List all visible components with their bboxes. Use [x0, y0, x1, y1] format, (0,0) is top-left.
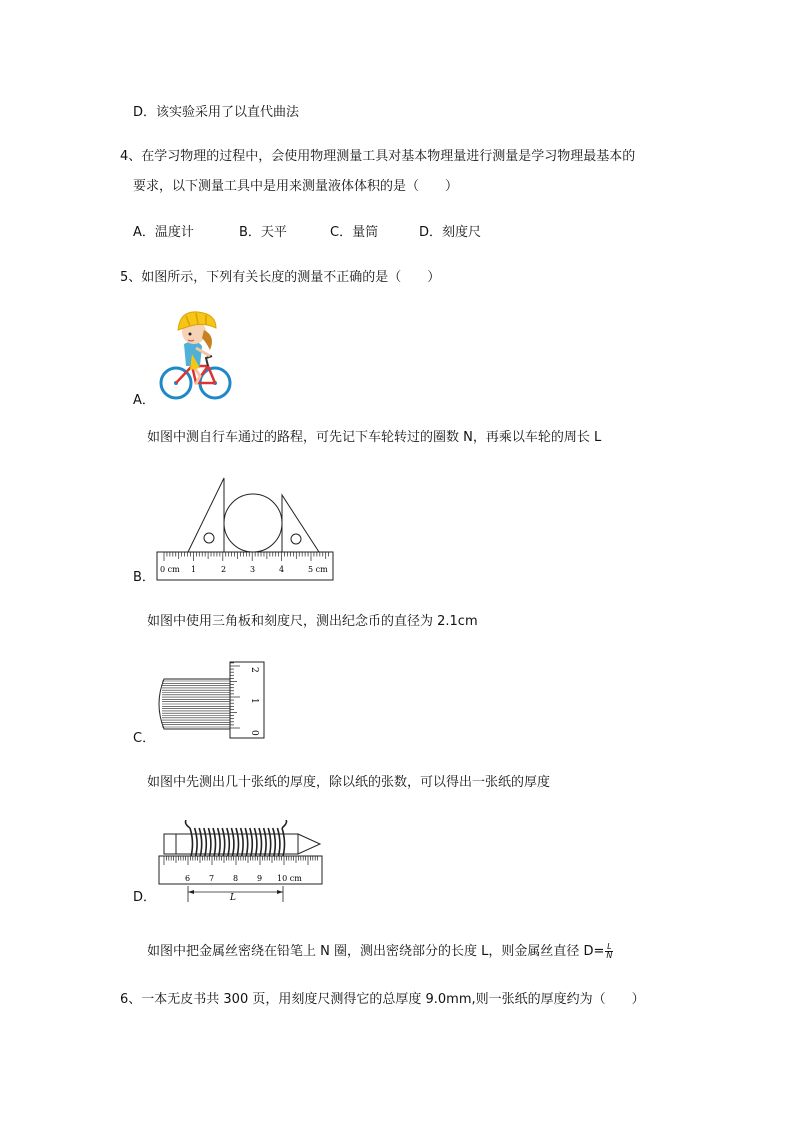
- length-l-label: L: [230, 893, 236, 903]
- q5-option-d-text-line: [147, 943, 613, 960]
- cyclist-figure: [156, 306, 236, 402]
- q5-option-a-label: A．: [133, 393, 155, 408]
- q5-option-c-text: 如图中先测出几十张纸的厚度，除以纸的张数，可以得出一张纸的厚度: [147, 775, 551, 790]
- q5-option-b-text: 如图中使用三角板和刻度尺，测出纪念币的直径为 2.1cm: [147, 614, 478, 629]
- q4-option-b: B．天平: [239, 225, 287, 240]
- q4-stem-line2: 要求，以下测量工具中是用来测量液体体积的是（ ）: [133, 179, 459, 194]
- q5-option-a-text: 如图中测自行车通过的路程，可先记下车轮转过的圈数 N，再乘以车轮的周长 L: [147, 430, 602, 445]
- q4-option-d: D．刻度尺: [419, 225, 482, 240]
- fraction-numerator: L: [607, 942, 612, 951]
- q5-stem: 5、如图所示，下列有关长度的测量不正确的是（ ）: [120, 270, 441, 285]
- q5-option-d-label: D．: [133, 890, 157, 905]
- ruler-b-label-4: 4: [279, 565, 285, 574]
- q4-option-c: C．量筒: [330, 225, 379, 240]
- ruler-c-label-1: 1: [249, 698, 259, 704]
- ruler-b-label-5: 5 cm: [308, 565, 328, 574]
- ruler-d-label-8: 8: [233, 874, 239, 883]
- ruler-d-label-7: 7: [209, 874, 215, 883]
- ruler-c-label-0: 0: [249, 730, 259, 736]
- ruler-b-label-0: 0 cm: [160, 565, 180, 574]
- wire-pencil-figure: [156, 820, 326, 904]
- ruler-d-label-6: 6: [185, 874, 191, 883]
- wire-end: [186, 820, 191, 828]
- ruler-d-label-10: 10 cm: [277, 874, 302, 883]
- q5-option-c-label: C．: [133, 731, 156, 746]
- coin-ruler-figure: [155, 475, 337, 583]
- ruler-d-label-9: 9: [257, 874, 263, 883]
- q4-option-a: A．温度计: [133, 225, 194, 240]
- q5-option-b-label: B．: [133, 570, 155, 585]
- q4-stem-line1: 4、在学习物理的过程中，会使用物理测量工具对基本物理量进行测量是学习物理最基本的: [120, 149, 636, 164]
- paper-stack-figure: [154, 660, 268, 742]
- q6-stem: 6、一本无皮书共 300 页，用刻度尺测得它的总厚度 9.0mm,则一张纸的厚度约为（ ）: [120, 992, 645, 1007]
- wire-end: [282, 820, 287, 828]
- fraction-denominator: N: [606, 951, 613, 960]
- q5-option-d-text: 如图中把金属丝密绕在铅笔上 N 圈，测出密绕部分的长度 L，则金属丝直径 D=: [147, 944, 605, 959]
- diameter-fraction: [605, 943, 613, 960]
- ruler-b-label-3: 3: [250, 565, 256, 574]
- q4-options: [133, 225, 481, 241]
- ruler-b-label-1: 1: [191, 565, 197, 574]
- q3-option-d: D．该实验采用了以直代曲法: [133, 105, 300, 120]
- ruler-b-label-2: 2: [221, 565, 227, 574]
- ruler-c-label-2: 2: [249, 667, 259, 673]
